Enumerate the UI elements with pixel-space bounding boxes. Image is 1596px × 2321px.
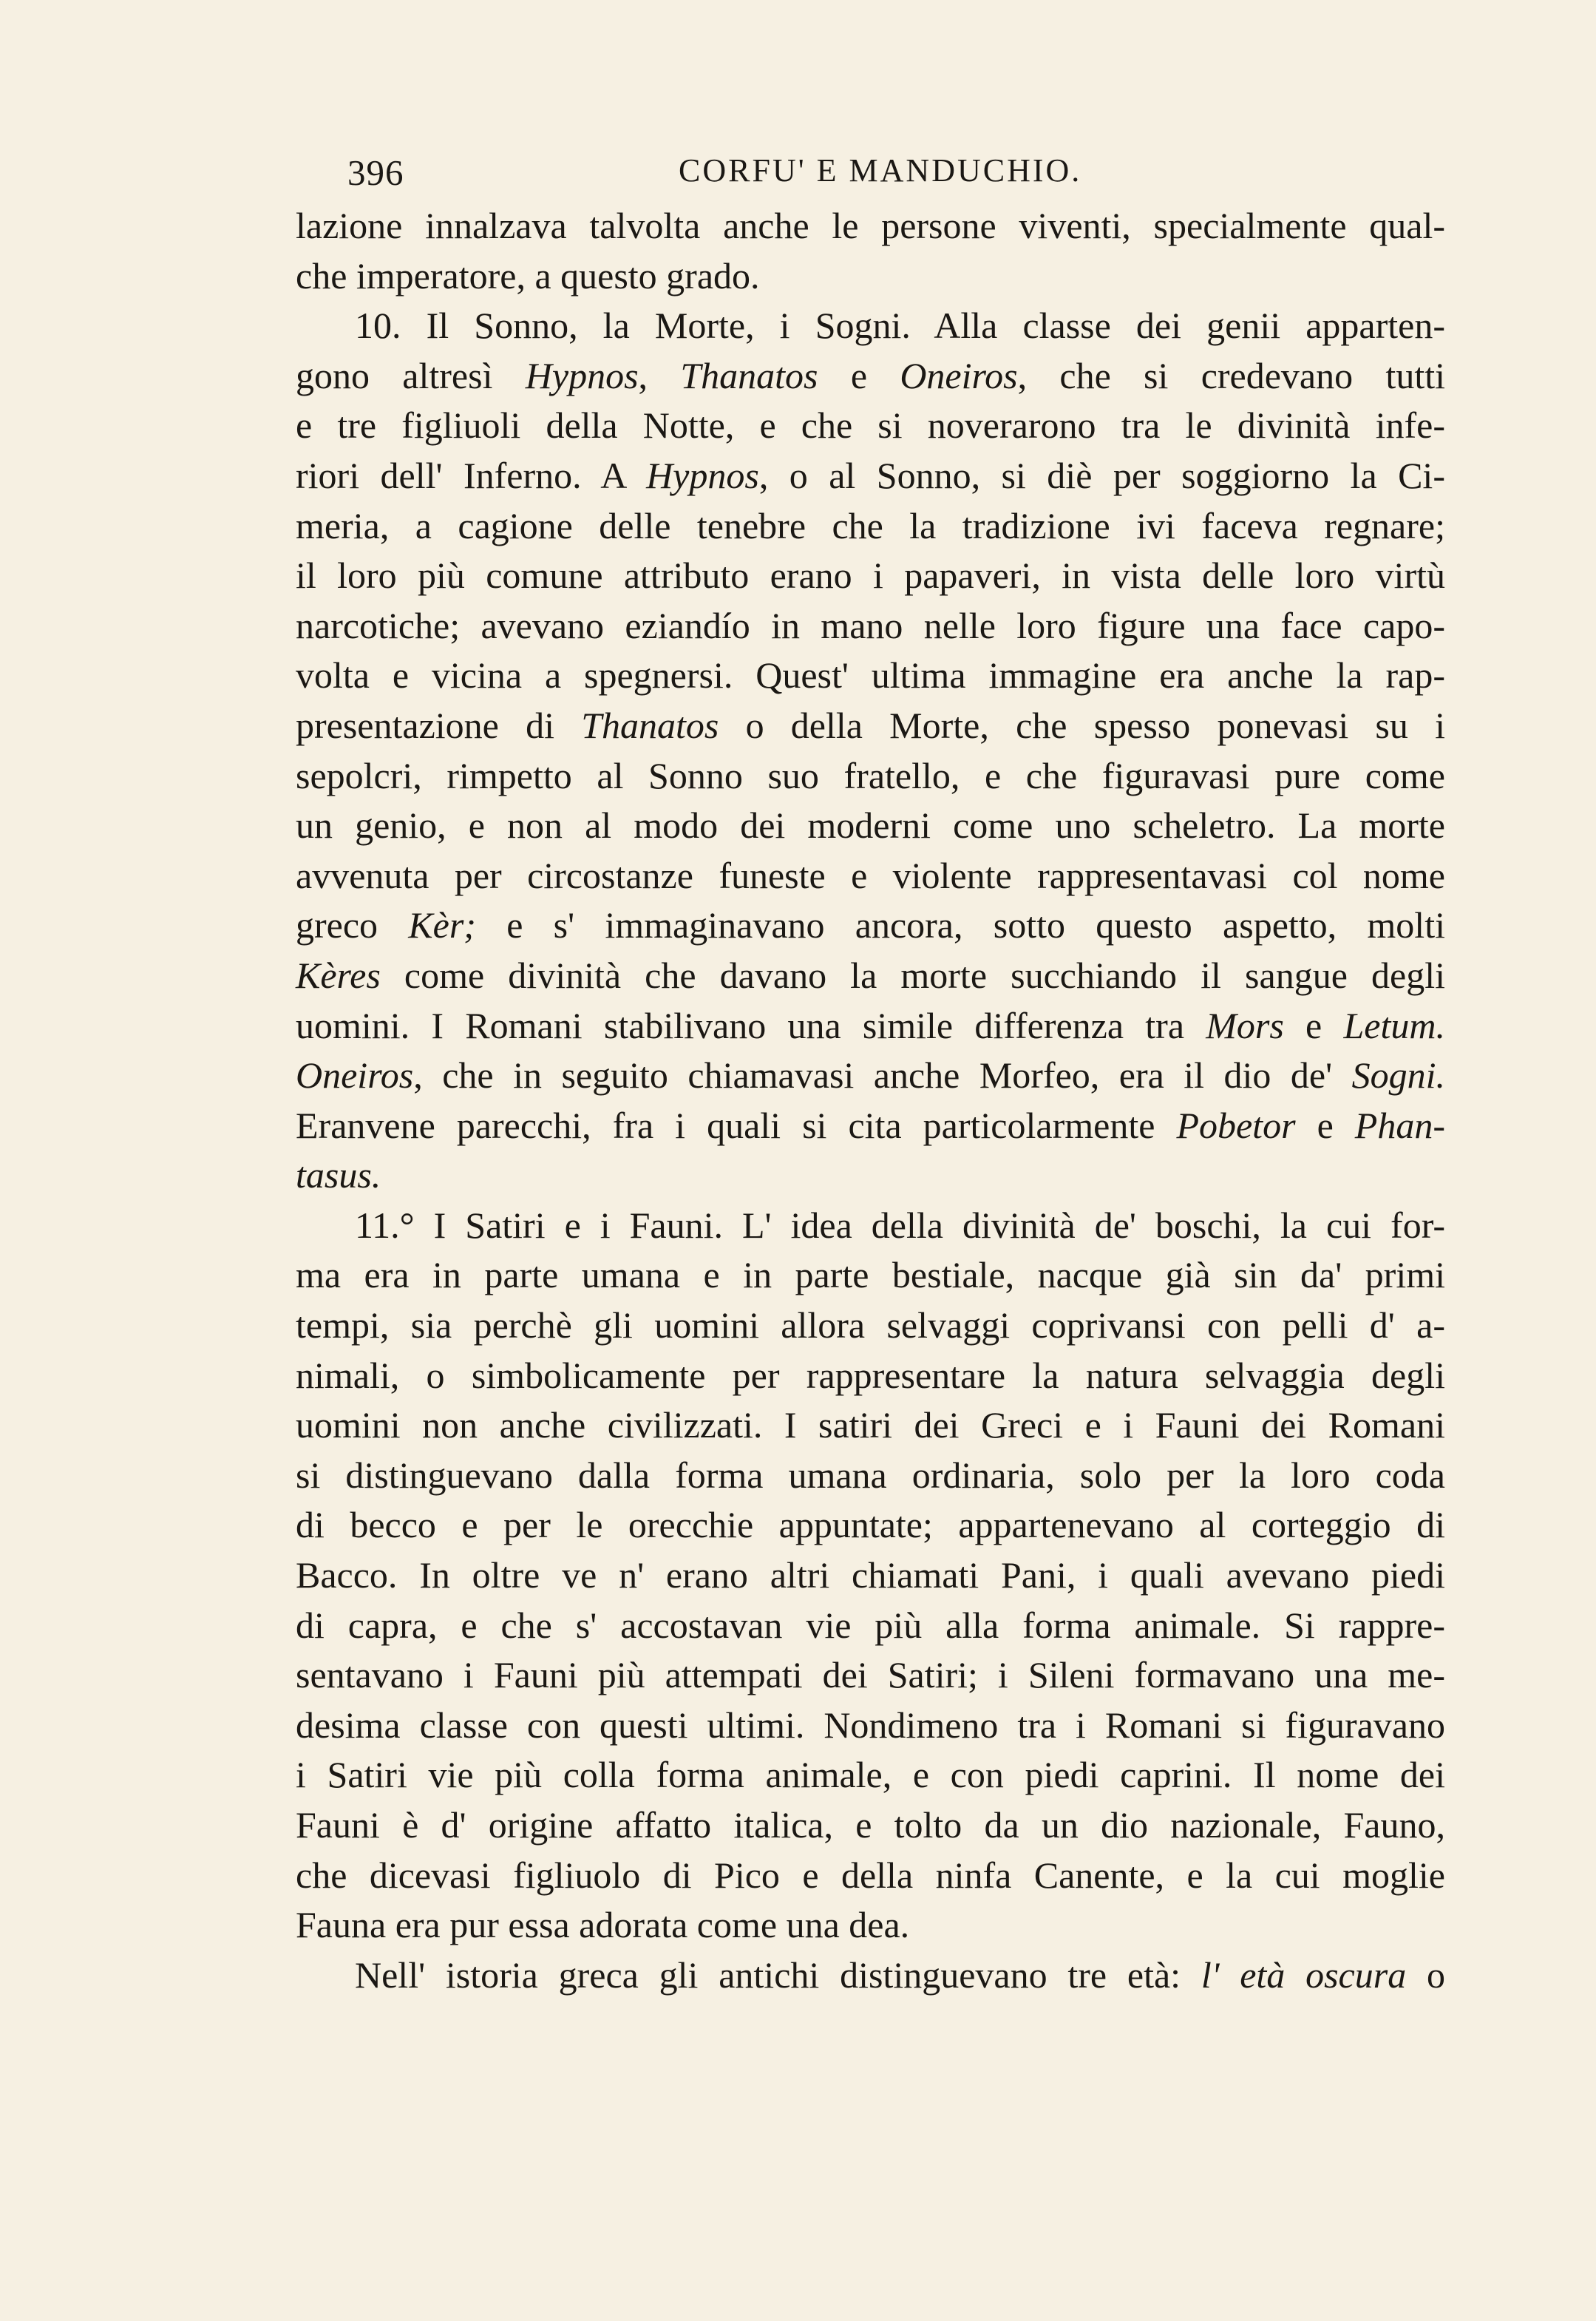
text-segment: , o al Sonno, si diè per soggiorno la Ci- [758,454,1445,496]
text-line [296,951,1445,1001]
text-segment: e tre figliuoli della Notte, e che si noverarono tra le divinità infe- [296,404,1445,447]
text-line [296,1451,1445,1501]
italic-term: Hypnos [646,454,759,496]
body-text [296,201,1445,2000]
text-segment: meria, a cagione delle tenebre che la tradizione ivi faceva regnare; [296,504,1445,546]
text-segment: o [1406,1954,1446,1996]
text-segment: di capra, e che s' accostavan vie più alla forma animale. Si rappre- [296,1604,1445,1646]
text-line [296,1951,1445,2001]
text-segment: uomini. I Romani stabilivano una simile differenza tra [296,1004,1206,1046]
text-segment: lazione innalzava talvolta anche le persone viventi, specialmente qual- [296,205,1445,246]
italic-term: Phan- [1354,1104,1445,1146]
text-line [296,1301,1445,1351]
text-line [296,751,1445,802]
italic-term: Oneiros [296,1054,414,1097]
text-line [296,1400,1445,1451]
text-segment: che dicevasi figliuolo di Pico e della ninfa Canente, e la cui moglie [296,1854,1445,1896]
italic-term: Thanatos [581,704,719,746]
text-line [296,251,1445,302]
italic-term: Sogni. [1351,1054,1445,1097]
text-line [296,1750,1445,1800]
text-line [296,1051,1445,1101]
text-line [296,1551,1445,1601]
text-segment: e [1295,1104,1355,1146]
text-segment: ma era in parte umana e in parte bestiale, nacque già sin da' primi [296,1254,1445,1296]
italic-term: Oneiros [900,354,1018,396]
text-segment: gono altresì [296,354,526,396]
text-line [296,1101,1445,1151]
text-line [296,1500,1445,1551]
text-line [296,901,1445,951]
text-segment: e [1283,1004,1344,1046]
text-line [296,1351,1445,1401]
text-segment: presentazione di [296,704,582,746]
text-segment: e [818,354,900,396]
italic-term: Letum. [1343,1004,1445,1046]
text-segment: nimali, o simbolicamente per rappresentare la natura selvaggia degli [296,1354,1445,1396]
text-line [296,1650,1445,1701]
text-line [296,1900,1445,1951]
text-segment: i Satiri vie più colla forma animale, e con piedi caprini. Il nome dei [296,1754,1445,1796]
text-segment: 11.° I Satiri e i Fauni. L' idea della divinità de' boschi, la cui for- [355,1204,1445,1246]
text-segment: Fauni è d' origine affatto italica, e tolto da un dio nazionale, Fauno, [296,1804,1445,1846]
text-segment: volta e vicina a spegnersi. Quest' ultima immagine era anche la rap- [296,654,1445,697]
page-number: 396 [347,152,404,193]
italic-term: Hypnos [525,354,639,396]
text-segment: o della Morte, che spesso ponevasi su i [719,704,1445,746]
text-line [296,1201,1445,1251]
text-segment: Bacco. In oltre ve n' erano altri chiamati Pani, i quali avevano piedi [296,1554,1445,1596]
text-line [296,301,1445,351]
text-segment: greco [296,904,409,946]
text-segment: si distinguevano dalla forma umana ordinaria, solo per la loro coda [296,1454,1445,1496]
text-line [296,1851,1445,1901]
text-segment: desima classe con questi ultimi. Nondimeno tra i Romani si figuravano [296,1704,1445,1746]
text-segment: un genio, e non al modo dei moderni come uno scheletro. La morte [296,804,1445,847]
text-line [296,351,1445,401]
text-line [296,601,1445,651]
text-segment: Fauna era pur essa adorata come una dea. [296,1904,910,1946]
text-line [296,801,1445,851]
text-line [296,401,1445,451]
text-segment: di becco e per le orecchie appuntate; appartenevano al corteggio di [296,1504,1445,1546]
text-segment: , che si credevano tutti [1017,354,1445,396]
text-segment: narcotiche; avevano eziandío in mano nelle loro figure una face capo- [296,604,1445,646]
italic-term: Kères [296,954,381,996]
italic-term: l' età oscura [1201,1954,1407,1996]
text-line [296,651,1445,701]
text-segment: , che in seguito chiamavasi anche Morfeo, era il dio de' [413,1054,1352,1097]
running-title: CORFU' E MANDUCHIO. [679,152,1082,189]
text-segment: e s' immaginavano ancora, sotto questo aspetto, molti [475,904,1445,946]
text-segment: sentavano i Fauni più attempati dei Satiri; i Sileni formavano una me- [296,1654,1445,1696]
italic-term: Pobetor [1176,1104,1296,1146]
text-line [296,501,1445,552]
text-segment: sepolcri, rimpetto al Sonno suo fratello, e che figuravasi pure come [296,754,1445,796]
text-line [296,1701,1445,1751]
text-line [296,701,1445,751]
text-line [296,1250,1445,1301]
text-line [296,201,1445,251]
text-line [296,551,1445,601]
text-line [296,1151,1445,1201]
text-segment: Nell' istoria greca gli antichi distinguevano tre età: [355,1954,1201,1996]
italic-term: Thanatos [680,354,818,396]
text-line [296,1800,1445,1851]
text-line [296,1601,1445,1651]
text-segment: il loro più comune attributo erano i papaveri, in vista delle loro virtù [296,555,1445,597]
text-line [296,451,1445,501]
text-segment: Eranvene parecchi, fra i quali si cita particolarmente [296,1104,1177,1146]
text-segment: che imperatore, a questo grado. [296,254,760,297]
text-segment: riori dell' Inferno. A [296,454,647,496]
text-segment: uomini non anche civilizzati. I satiri dei Greci e i Fauni dei Romani [296,1404,1445,1446]
text-line [296,1001,1445,1051]
text-line [296,851,1445,901]
text-segment: come divinità che davano la morte succhiando il sangue degli [380,954,1445,996]
italic-term: Kèr; [408,904,476,946]
italic-term: Mors [1206,1004,1284,1046]
text-segment: , [638,354,681,396]
text-segment: avvenuta per circostanze funeste e violente rappresentavasi col nome [296,854,1445,896]
text-segment: 10. Il Sonno, la Morte, i Sogni. Alla classe dei genii apparten- [355,305,1445,347]
text-segment: tempi, sia perchè gli uomini allora selvaggi coprivansi con pelli d' a- [296,1304,1445,1346]
italic-term: tasus. [296,1154,381,1196]
